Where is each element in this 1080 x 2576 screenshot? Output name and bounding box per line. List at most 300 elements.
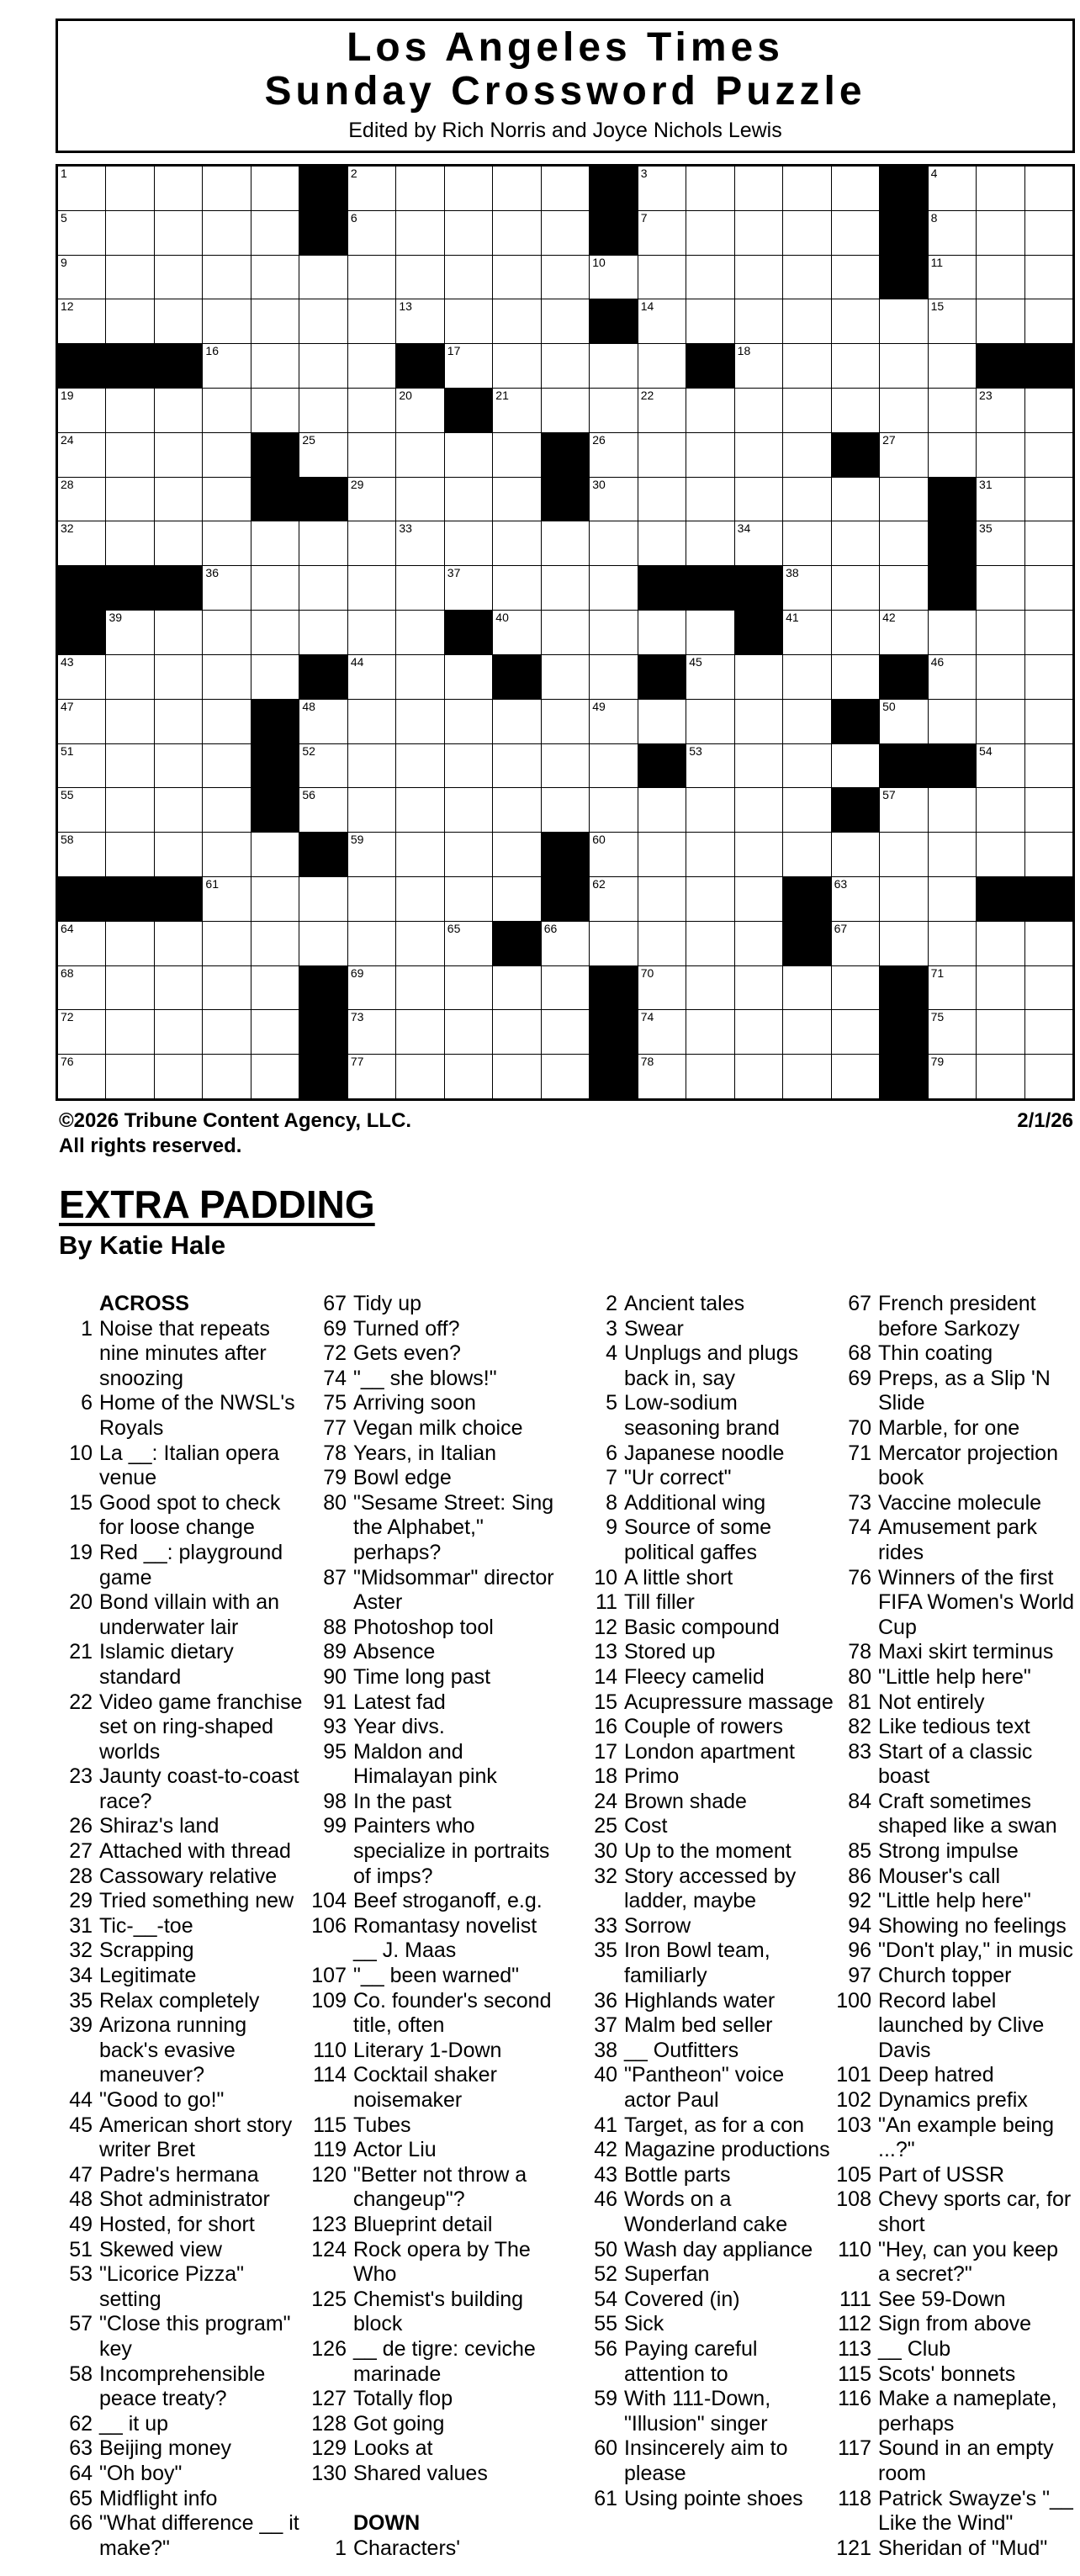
grid-cell[interactable]	[783, 655, 830, 699]
grid-cell[interactable]	[251, 1010, 299, 1054]
grid-cell[interactable]	[203, 1010, 250, 1054]
grid-cell[interactable]	[493, 256, 540, 299]
grid-cell[interactable]	[542, 966, 589, 1010]
grid-cell[interactable]	[58, 655, 105, 699]
grid-cell[interactable]	[493, 566, 540, 610]
grid-cell[interactable]	[58, 966, 105, 1010]
grid-cell[interactable]	[590, 700, 637, 743]
grid-cell[interactable]	[735, 344, 782, 388]
grid-cell[interactable]	[155, 922, 202, 965]
grid-cell[interactable]	[251, 922, 299, 965]
grid-cell[interactable]	[638, 833, 686, 876]
grid-cell[interactable]	[445, 299, 492, 343]
grid-cell[interactable]	[590, 389, 637, 432]
grid-cell[interactable]	[203, 611, 250, 654]
grid-cell[interactable]	[445, 167, 492, 210]
grid-cell[interactable]	[1025, 1055, 1072, 1098]
grid-cell[interactable]	[638, 788, 686, 832]
grid-cell[interactable]	[299, 877, 347, 921]
grid-cell[interactable]	[155, 611, 202, 654]
grid-cell[interactable]	[348, 256, 395, 299]
grid-cell[interactable]	[251, 167, 299, 210]
grid-cell[interactable]	[880, 299, 927, 343]
grid-cell[interactable]	[396, 655, 443, 699]
grid-cell[interactable]	[251, 966, 299, 1010]
grid-cell[interactable]	[590, 655, 637, 699]
grid-cell[interactable]	[106, 833, 153, 876]
grid-cell[interactable]	[445, 521, 492, 565]
grid-cell[interactable]	[396, 833, 443, 876]
grid-cell[interactable]	[106, 389, 153, 432]
grid-cell[interactable]	[155, 655, 202, 699]
grid-cell[interactable]	[590, 877, 637, 921]
grid-cell[interactable]	[880, 788, 927, 832]
grid-cell[interactable]	[590, 744, 637, 788]
grid-cell[interactable]	[735, 256, 782, 299]
grid-cell[interactable]	[445, 700, 492, 743]
grid-cell[interactable]	[58, 167, 105, 210]
grid-cell[interactable]	[493, 788, 540, 832]
grid-cell[interactable]	[299, 788, 347, 832]
grid-cell[interactable]	[590, 611, 637, 654]
grid-cell[interactable]	[58, 788, 105, 832]
grid-cell[interactable]	[977, 167, 1024, 210]
grid-cell[interactable]	[445, 966, 492, 1010]
grid-cell[interactable]	[1025, 833, 1072, 876]
grid-cell[interactable]	[977, 700, 1024, 743]
grid-cell[interactable]	[638, 211, 686, 255]
grid-cell[interactable]	[783, 167, 830, 210]
grid-cell[interactable]	[542, 744, 589, 788]
grid-cell[interactable]	[832, 566, 879, 610]
grid-cell[interactable]	[590, 922, 637, 965]
grid-cell[interactable]	[977, 788, 1024, 832]
grid-cell[interactable]	[348, 167, 395, 210]
grid-cell[interactable]	[58, 256, 105, 299]
grid-cell[interactable]	[735, 478, 782, 521]
grid-cell[interactable]	[783, 389, 830, 432]
grid-cell[interactable]	[58, 1055, 105, 1098]
grid-cell[interactable]	[735, 922, 782, 965]
grid-cell[interactable]	[880, 700, 927, 743]
grid-cell[interactable]	[783, 700, 830, 743]
grid-cell[interactable]	[251, 344, 299, 388]
grid-cell[interactable]	[396, 256, 443, 299]
grid-cell[interactable]	[977, 211, 1024, 255]
grid-cell[interactable]	[542, 788, 589, 832]
grid-cell[interactable]	[638, 1055, 686, 1098]
grid-cell[interactable]	[155, 744, 202, 788]
grid-cell[interactable]	[735, 211, 782, 255]
grid-cell[interactable]	[638, 700, 686, 743]
grid-cell[interactable]	[203, 389, 250, 432]
grid-cell[interactable]	[203, 922, 250, 965]
grid-cell[interactable]	[1025, 389, 1072, 432]
grid-cell[interactable]	[783, 299, 830, 343]
grid-cell[interactable]	[880, 566, 927, 610]
grid-cell[interactable]	[929, 788, 976, 832]
grid-cell[interactable]	[590, 833, 637, 876]
grid-cell[interactable]	[880, 478, 927, 521]
grid-cell[interactable]	[542, 389, 589, 432]
grid-cell[interactable]	[880, 389, 927, 432]
grid-cell[interactable]	[348, 611, 395, 654]
grid-cell[interactable]	[155, 1010, 202, 1054]
grid-cell[interactable]	[203, 167, 250, 210]
grid-cell[interactable]	[542, 655, 589, 699]
grid-cell[interactable]	[203, 299, 250, 343]
grid-cell[interactable]	[686, 655, 733, 699]
grid-cell[interactable]	[929, 700, 976, 743]
grid-cell[interactable]	[203, 833, 250, 876]
grid-cell[interactable]	[58, 478, 105, 521]
grid-cell[interactable]	[880, 344, 927, 388]
grid-cell[interactable]	[348, 521, 395, 565]
grid-cell[interactable]	[396, 744, 443, 788]
grid-cell[interactable]	[735, 966, 782, 1010]
grid-cell[interactable]	[542, 611, 589, 654]
grid-cell[interactable]	[155, 788, 202, 832]
grid-cell[interactable]	[396, 389, 443, 432]
grid-cell[interactable]	[929, 167, 976, 210]
grid-cell[interactable]	[832, 922, 879, 965]
grid-cell[interactable]	[348, 744, 395, 788]
grid-cell[interactable]	[686, 433, 733, 477]
grid-cell[interactable]	[638, 344, 686, 388]
grid-cell[interactable]	[686, 167, 733, 210]
grid-cell[interactable]	[735, 1055, 782, 1098]
grid-cell[interactable]	[880, 833, 927, 876]
grid-cell[interactable]	[638, 167, 686, 210]
grid-cell[interactable]	[638, 389, 686, 432]
grid-cell[interactable]	[832, 256, 879, 299]
grid-cell[interactable]	[493, 344, 540, 388]
grid-cell[interactable]	[493, 211, 540, 255]
grid-cell[interactable]	[783, 1055, 830, 1098]
grid-cell[interactable]	[783, 788, 830, 832]
grid-cell[interactable]	[832, 521, 879, 565]
grid-cell[interactable]	[880, 521, 927, 565]
grid-cell[interactable]	[929, 833, 976, 876]
grid-cell[interactable]	[735, 655, 782, 699]
grid-cell[interactable]	[1025, 211, 1072, 255]
grid-cell[interactable]	[106, 299, 153, 343]
grid-cell[interactable]	[155, 966, 202, 1010]
grid-cell[interactable]	[348, 344, 395, 388]
grid-cell[interactable]	[106, 256, 153, 299]
grid-cell[interactable]	[155, 1055, 202, 1098]
grid-cell[interactable]	[106, 744, 153, 788]
grid-cell[interactable]	[203, 566, 250, 610]
grid-cell[interactable]	[396, 700, 443, 743]
grid-cell[interactable]	[832, 877, 879, 921]
grid-cell[interactable]	[977, 1010, 1024, 1054]
grid-cell[interactable]	[299, 521, 347, 565]
grid-cell[interactable]	[638, 1010, 686, 1054]
grid-cell[interactable]	[832, 299, 879, 343]
grid-cell[interactable]	[1025, 611, 1072, 654]
grid-cell[interactable]	[203, 877, 250, 921]
grid-cell[interactable]	[880, 877, 927, 921]
grid-cell[interactable]	[58, 744, 105, 788]
grid-cell[interactable]	[929, 211, 976, 255]
grid-cell[interactable]	[203, 256, 250, 299]
grid-cell[interactable]	[348, 299, 395, 343]
grid-cell[interactable]	[155, 299, 202, 343]
grid-cell[interactable]	[929, 389, 976, 432]
grid-cell[interactable]	[929, 1010, 976, 1054]
grid-cell[interactable]	[348, 700, 395, 743]
grid-cell[interactable]	[493, 299, 540, 343]
grid-cell[interactable]	[1025, 966, 1072, 1010]
grid-cell[interactable]	[396, 922, 443, 965]
grid-cell[interactable]	[783, 833, 830, 876]
grid-cell[interactable]	[58, 521, 105, 565]
grid-cell[interactable]	[445, 655, 492, 699]
grid-cell[interactable]	[590, 256, 637, 299]
grid-cell[interactable]	[493, 167, 540, 210]
grid-cell[interactable]	[203, 966, 250, 1010]
grid-cell[interactable]	[542, 256, 589, 299]
grid-cell[interactable]	[929, 256, 976, 299]
grid-cell[interactable]	[155, 478, 202, 521]
grid-cell[interactable]	[396, 521, 443, 565]
grid-cell[interactable]	[1025, 299, 1072, 343]
grid-cell[interactable]	[832, 344, 879, 388]
grid-cell[interactable]	[735, 877, 782, 921]
grid-cell[interactable]	[929, 433, 976, 477]
grid-cell[interactable]	[638, 611, 686, 654]
grid-cell[interactable]	[686, 478, 733, 521]
grid-cell[interactable]	[929, 611, 976, 654]
grid-cell[interactable]	[735, 299, 782, 343]
grid-cell[interactable]	[1025, 922, 1072, 965]
grid-cell[interactable]	[686, 256, 733, 299]
grid-cell[interactable]	[1025, 1010, 1072, 1054]
grid-cell[interactable]	[1025, 167, 1072, 210]
grid-cell[interactable]	[251, 833, 299, 876]
grid-cell[interactable]	[493, 833, 540, 876]
grid-cell[interactable]	[977, 1055, 1024, 1098]
grid-cell[interactable]	[445, 478, 492, 521]
grid-cell[interactable]	[783, 211, 830, 255]
grid-cell[interactable]	[299, 256, 347, 299]
grid-cell[interactable]	[638, 478, 686, 521]
grid-cell[interactable]	[735, 167, 782, 210]
grid-cell[interactable]	[880, 922, 927, 965]
grid-cell[interactable]	[590, 566, 637, 610]
grid-cell[interactable]	[1025, 433, 1072, 477]
grid-cell[interactable]	[542, 344, 589, 388]
grid-cell[interactable]	[977, 922, 1024, 965]
grid-cell[interactable]	[832, 611, 879, 654]
grid-cell[interactable]	[686, 966, 733, 1010]
grid-cell[interactable]	[106, 433, 153, 477]
grid-cell[interactable]	[251, 256, 299, 299]
grid-cell[interactable]	[977, 744, 1024, 788]
grid-cell[interactable]	[348, 877, 395, 921]
grid-cell[interactable]	[1025, 478, 1072, 521]
grid-cell[interactable]	[590, 788, 637, 832]
grid-cell[interactable]	[106, 167, 153, 210]
grid-cell[interactable]	[106, 700, 153, 743]
grid-cell[interactable]	[155, 167, 202, 210]
grid-cell[interactable]	[106, 211, 153, 255]
grid-cell[interactable]	[58, 1010, 105, 1054]
grid-cell[interactable]	[58, 211, 105, 255]
grid-cell[interactable]	[203, 211, 250, 255]
grid-cell[interactable]	[396, 566, 443, 610]
grid-cell[interactable]	[783, 521, 830, 565]
grid-cell[interactable]	[977, 256, 1024, 299]
grid-cell[interactable]	[396, 299, 443, 343]
grid-cell[interactable]	[251, 521, 299, 565]
grid-cell[interactable]	[396, 1010, 443, 1054]
grid-cell[interactable]	[445, 1055, 492, 1098]
grid-cell[interactable]	[299, 611, 347, 654]
grid-cell[interactable]	[832, 1010, 879, 1054]
grid-cell[interactable]	[203, 433, 250, 477]
grid-cell[interactable]	[638, 922, 686, 965]
grid-cell[interactable]	[445, 833, 492, 876]
grid-cell[interactable]	[542, 1010, 589, 1054]
grid-cell[interactable]	[445, 744, 492, 788]
grid-cell[interactable]	[832, 744, 879, 788]
grid-cell[interactable]	[929, 299, 976, 343]
grid-cell[interactable]	[58, 299, 105, 343]
grid-cell[interactable]	[251, 389, 299, 432]
grid-cell[interactable]	[203, 344, 250, 388]
grid-cell[interactable]	[735, 433, 782, 477]
grid-cell[interactable]	[1025, 788, 1072, 832]
grid-cell[interactable]	[977, 299, 1024, 343]
grid-cell[interactable]	[251, 1055, 299, 1098]
grid-cell[interactable]	[251, 655, 299, 699]
grid-cell[interactable]	[348, 211, 395, 255]
grid-cell[interactable]	[493, 1010, 540, 1054]
grid-cell[interactable]	[638, 966, 686, 1010]
grid-cell[interactable]	[493, 521, 540, 565]
grid-cell[interactable]	[493, 433, 540, 477]
grid-cell[interactable]	[638, 877, 686, 921]
grid-cell[interactable]	[106, 611, 153, 654]
grid-cell[interactable]	[783, 744, 830, 788]
grid-cell[interactable]	[929, 922, 976, 965]
grid-cell[interactable]	[155, 433, 202, 477]
grid-cell[interactable]	[203, 655, 250, 699]
grid-cell[interactable]	[832, 833, 879, 876]
grid-cell[interactable]	[590, 478, 637, 521]
grid-cell[interactable]	[832, 478, 879, 521]
grid-cell[interactable]	[832, 211, 879, 255]
grid-cell[interactable]	[686, 788, 733, 832]
grid-cell[interactable]	[203, 478, 250, 521]
grid-cell[interactable]	[445, 344, 492, 388]
grid-cell[interactable]	[299, 566, 347, 610]
grid-cell[interactable]	[493, 877, 540, 921]
grid-cell[interactable]	[155, 211, 202, 255]
grid-cell[interactable]	[977, 655, 1024, 699]
grid-cell[interactable]	[348, 922, 395, 965]
grid-cell[interactable]	[445, 1010, 492, 1054]
grid-cell[interactable]	[686, 833, 733, 876]
grid-cell[interactable]	[1025, 521, 1072, 565]
grid-cell[interactable]	[445, 877, 492, 921]
grid-cell[interactable]	[929, 1055, 976, 1098]
grid-cell[interactable]	[251, 566, 299, 610]
grid-cell[interactable]	[493, 700, 540, 743]
grid-cell[interactable]	[1025, 700, 1072, 743]
grid-cell[interactable]	[735, 788, 782, 832]
grid-cell[interactable]	[590, 433, 637, 477]
grid-cell[interactable]	[735, 833, 782, 876]
grid-cell[interactable]	[155, 700, 202, 743]
grid-cell[interactable]	[445, 788, 492, 832]
grid-cell[interactable]	[880, 433, 927, 477]
grid-cell[interactable]	[396, 611, 443, 654]
grid-cell[interactable]	[155, 256, 202, 299]
grid-cell[interactable]	[251, 299, 299, 343]
grid-cell[interactable]	[590, 521, 637, 565]
grid-cell[interactable]	[638, 521, 686, 565]
grid-cell[interactable]	[735, 389, 782, 432]
grid-cell[interactable]	[977, 611, 1024, 654]
grid-cell[interactable]	[638, 299, 686, 343]
grid-cell[interactable]	[832, 167, 879, 210]
grid-cell[interactable]	[783, 611, 830, 654]
grid-cell[interactable]	[203, 1055, 250, 1098]
grid-cell[interactable]	[1025, 256, 1072, 299]
grid-cell[interactable]	[783, 478, 830, 521]
grid-cell[interactable]	[1025, 655, 1072, 699]
grid-cell[interactable]	[348, 966, 395, 1010]
grid-cell[interactable]	[686, 389, 733, 432]
grid-cell[interactable]	[638, 433, 686, 477]
grid-cell[interactable]	[155, 833, 202, 876]
grid-cell[interactable]	[686, 521, 733, 565]
grid-cell[interactable]	[445, 256, 492, 299]
grid-cell[interactable]	[445, 211, 492, 255]
grid-cell[interactable]	[106, 655, 153, 699]
grid-cell[interactable]	[396, 433, 443, 477]
grid-cell[interactable]	[203, 744, 250, 788]
grid-cell[interactable]	[299, 389, 347, 432]
grid-cell[interactable]	[203, 521, 250, 565]
grid-cell[interactable]	[686, 1055, 733, 1098]
grid-cell[interactable]	[686, 1010, 733, 1054]
grid-cell[interactable]	[396, 966, 443, 1010]
grid-cell[interactable]	[58, 922, 105, 965]
grid-cell[interactable]	[686, 744, 733, 788]
grid-cell[interactable]	[929, 966, 976, 1010]
grid-cell[interactable]	[106, 1055, 153, 1098]
grid-cell[interactable]	[348, 478, 395, 521]
grid-cell[interactable]	[251, 611, 299, 654]
grid-cell[interactable]	[396, 788, 443, 832]
grid-cell[interactable]	[977, 566, 1024, 610]
grid-cell[interactable]	[783, 433, 830, 477]
grid-cell[interactable]	[542, 700, 589, 743]
grid-cell[interactable]	[396, 211, 443, 255]
grid-cell[interactable]	[348, 566, 395, 610]
grid-cell[interactable]	[735, 521, 782, 565]
grid-cell[interactable]	[686, 611, 733, 654]
grid-cell[interactable]	[1025, 744, 1072, 788]
grid-cell[interactable]	[396, 1055, 443, 1098]
grid-cell[interactable]	[832, 655, 879, 699]
grid-cell[interactable]	[686, 299, 733, 343]
grid-cell[interactable]	[832, 966, 879, 1010]
